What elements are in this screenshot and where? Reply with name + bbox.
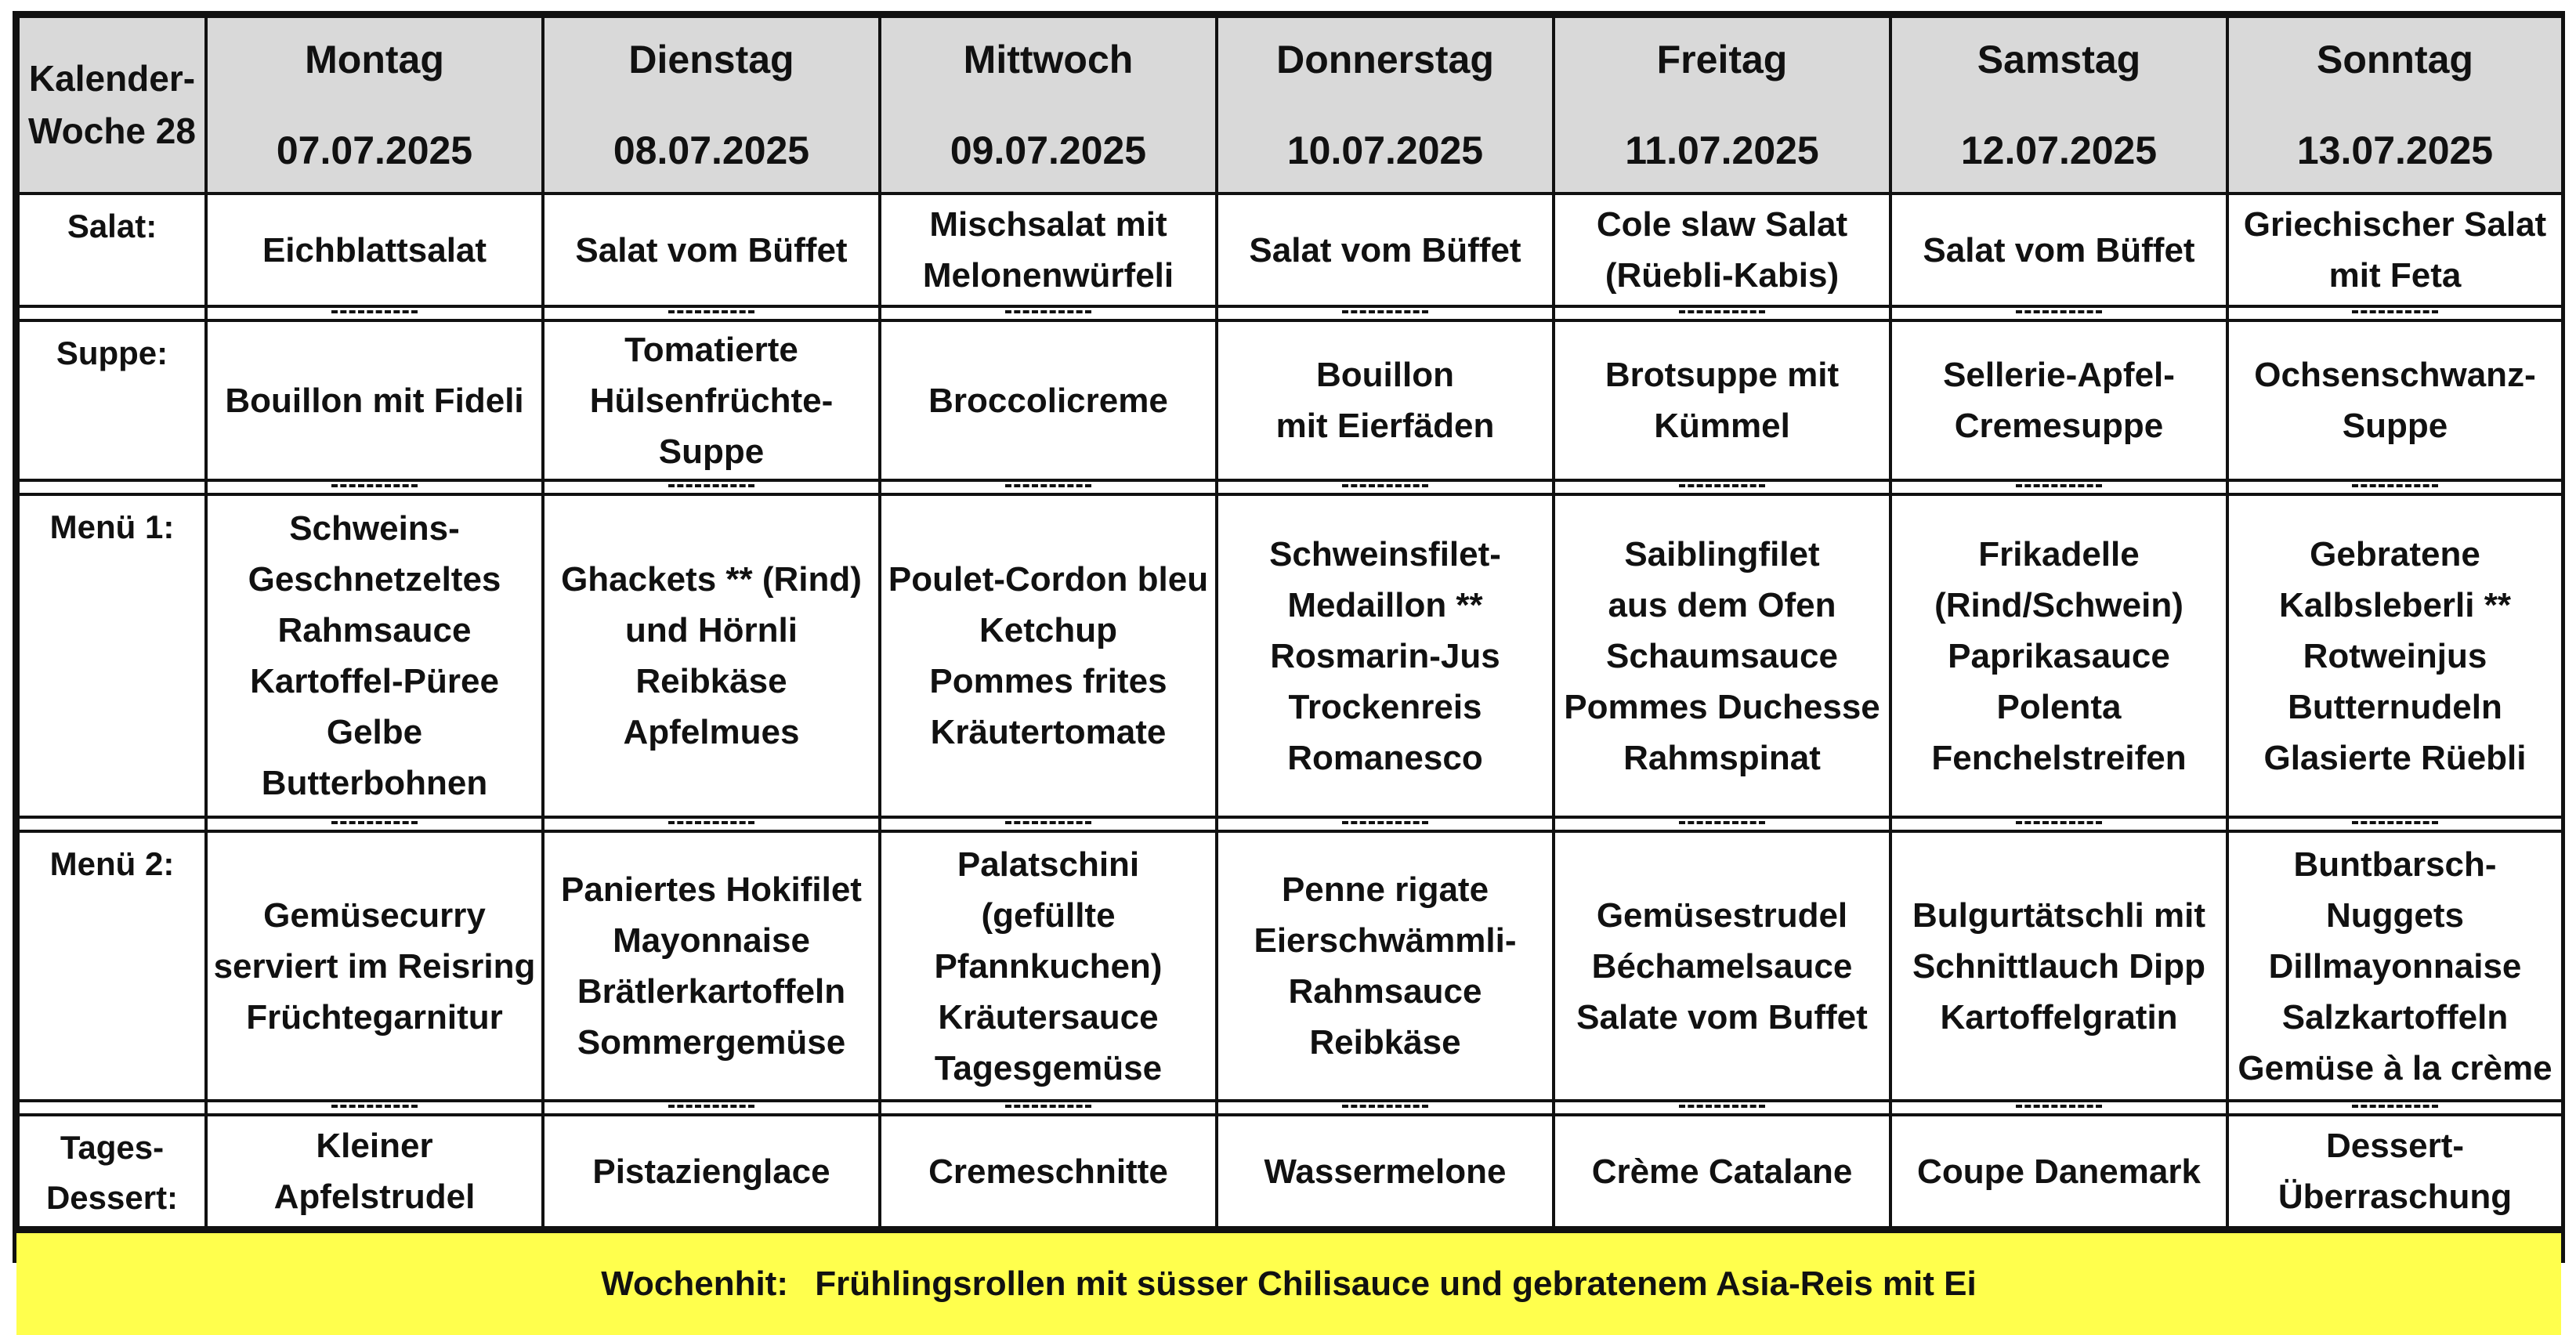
dish-line: Gemüsestrudel <box>1596 895 1848 935</box>
dish-line: Frikadelle <box>1978 534 2140 573</box>
menu-cell <box>543 831 880 1101</box>
dish-line: Fenchelstreifen <box>1931 738 2187 777</box>
row-label-menu2 <box>18 831 206 1101</box>
menu-cell <box>543 494 880 817</box>
dish-line: Cole slaw Salat <box>1596 205 1848 244</box>
dish-line: Butterbohnen <box>261 764 488 802</box>
dish-line: Penne rigate <box>1281 870 1489 909</box>
dish-line: Kalbsleberli ** <box>2279 585 2511 624</box>
separator-dash <box>668 1105 754 1111</box>
dish-line: Kartoffelgratin <box>1940 997 2178 1037</box>
menu-cell <box>1554 320 1890 480</box>
wochenhit-banner <box>16 1229 2561 1335</box>
separator-cell <box>18 480 206 494</box>
dish-line: Buntbarsch- <box>2293 845 2497 884</box>
separator-cell <box>2227 480 2563 494</box>
wochenhit-text: Frühlingsrollen mit süsser Chilisauce und gebratenem Asia-Reis mit Ei <box>815 1264 1977 1303</box>
menu-table <box>16 15 2564 1229</box>
dish-line: Medaillon ** <box>1287 585 1483 624</box>
day-header-wednesday <box>880 16 1217 194</box>
day-header-saturday <box>1890 16 2227 194</box>
menu-body <box>18 194 2563 1228</box>
dish-line: Apfelstrudel <box>273 1178 476 1216</box>
dish-line: Bouillon <box>1316 356 1454 394</box>
row-label-line: Dessert: <box>45 1179 179 1216</box>
dish-line: Romanesco <box>1287 738 1483 777</box>
dish-line: Suppe <box>2342 407 2448 445</box>
dish-line: Saiblingfilet <box>1624 534 1820 573</box>
dish-line: Schaumsauce <box>1606 636 1838 675</box>
separator-dash <box>1679 484 1765 490</box>
separator-dash <box>2016 1105 2102 1111</box>
dish-line: Überraschung <box>2278 1178 2513 1216</box>
menu-row-suppe <box>18 320 2563 480</box>
menu-cell <box>1217 494 1554 817</box>
day-name: Sonntag <box>2317 38 2473 81</box>
separator-cell <box>880 306 1217 320</box>
separator-dash <box>1342 484 1428 490</box>
dish-line: Bouillon mit Fideli <box>225 381 524 420</box>
calendar-week-line: Kalender- <box>28 58 196 99</box>
menu-cell <box>1890 494 2227 817</box>
dish-line: Polenta <box>1996 687 2122 726</box>
dish-line: Ochsenschwanz- <box>2254 356 2536 394</box>
dish-line: Butternudeln <box>2288 687 2502 726</box>
menu-row-menu2 <box>18 831 2563 1101</box>
day-name: Dienstag <box>628 38 794 81</box>
menu-cell <box>880 831 1217 1101</box>
dish-line: Reibkäse <box>635 662 787 700</box>
separator-dash <box>1005 484 1091 490</box>
separator-cell <box>2227 1101 2563 1115</box>
dish-line: Dillmayonnaise <box>2268 946 2522 986</box>
dish-line: Griechischer Salat <box>2243 205 2547 244</box>
dish-line: Wassermelone <box>1264 1152 1507 1191</box>
menu-cell <box>2227 194 2563 306</box>
separator-cell <box>1554 1101 1890 1115</box>
dish-line: Schnittlauch Dipp <box>1912 946 2205 986</box>
separator-dash <box>2352 310 2438 317</box>
dish-line: Gebratene <box>2310 534 2480 573</box>
dish-line: Früchtegarnitur <box>246 997 503 1037</box>
separator-dash <box>331 821 418 827</box>
separator-dash <box>1679 821 1765 827</box>
menu-cell <box>1217 320 1554 480</box>
dish-line: Rahmsauce <box>1288 972 1482 1011</box>
menu-cell <box>2227 1115 2563 1228</box>
dish-line: Broccolicreme <box>928 381 1168 420</box>
menu-cell <box>206 1115 543 1228</box>
dish-line: Gelbe <box>326 713 423 751</box>
separator-dash <box>668 310 754 317</box>
row-separator <box>18 1101 2563 1115</box>
row-separator <box>18 306 2563 320</box>
day-date: 10.07.2025 <box>1286 128 1484 172</box>
day-name: Montag <box>305 38 444 81</box>
menu-cell <box>1217 1115 1554 1228</box>
dish-line: Rahmspinat <box>1623 738 1821 777</box>
dish-line: Kleiner <box>316 1127 433 1165</box>
separator-dash <box>1005 821 1091 827</box>
dish-line: Salzkartoffeln <box>2281 997 2509 1037</box>
menu-cell <box>1554 494 1890 817</box>
menu-cell <box>1217 831 1554 1101</box>
header-row <box>18 16 2563 194</box>
dish-line: Kräutertomate <box>930 713 1167 751</box>
separator-dash <box>1342 1105 1428 1111</box>
dish-line: Poulet-Cordon bleu <box>888 560 1209 599</box>
separator-cell <box>206 1101 543 1115</box>
menu-cell <box>543 194 880 306</box>
dish-line: Trockenreis <box>1288 687 1482 726</box>
menu-cell <box>1554 194 1890 306</box>
dish-line: Paprikasauce <box>1948 636 2170 675</box>
menu-row-salat <box>18 194 2563 306</box>
menu-cell <box>880 1115 1217 1228</box>
menu-cell <box>1554 831 1890 1101</box>
day-header-monday <box>206 16 543 194</box>
dish-line: Kümmel <box>1654 407 1790 445</box>
separator-cell <box>206 480 543 494</box>
row-label-line: Salat: <box>67 208 157 244</box>
row-separator <box>18 480 2563 494</box>
separator-dash <box>1679 310 1765 317</box>
separator-dash <box>2016 310 2102 317</box>
dish-line: serviert im Reisring <box>213 946 536 986</box>
menu-cell <box>2227 320 2563 480</box>
menu-cell <box>206 494 543 817</box>
dish-line: Suppe <box>658 432 765 471</box>
weekly-menu-sheet <box>13 11 2565 1303</box>
row-label-menu1 <box>18 494 206 817</box>
row-label-suppe <box>18 320 206 480</box>
dish-line: Kartoffel-Püree <box>250 662 499 700</box>
dish-line: mit Eierfäden <box>1275 407 1495 445</box>
dish-line: Bulgurtätschli mit <box>1912 895 2206 935</box>
menu-cell <box>2227 831 2563 1101</box>
separator-cell <box>880 1101 1217 1115</box>
dish-line: Tomatierte <box>624 330 798 369</box>
menu-cell <box>1217 194 1554 306</box>
dish-line: und Hörnli <box>625 611 798 649</box>
dish-line: Salat vom Büffet <box>575 230 848 270</box>
dish-line: (gefüllte <box>981 895 1116 935</box>
separator-dash <box>1342 821 1428 827</box>
dish-line: Ghackets ** (Rind) <box>561 560 862 599</box>
dish-line: Pistazienglace <box>592 1152 830 1191</box>
dish-line: Cremesuppe <box>1954 407 2164 445</box>
day-date: 09.07.2025 <box>950 128 1147 172</box>
separator-dash <box>2352 484 2438 490</box>
dish-line: Pommes frites <box>929 662 1167 700</box>
separator-cell <box>1890 817 2227 831</box>
separator-cell <box>206 306 543 320</box>
dish-line: Ketchup <box>979 611 1117 649</box>
day-date: 07.07.2025 <box>276 128 473 172</box>
dish-line: Palatschini <box>957 845 1140 884</box>
separator-cell <box>1217 817 1554 831</box>
dish-line: Brätlerkartoffeln <box>577 972 846 1011</box>
menu-cell <box>880 194 1217 306</box>
day-name: Freitag <box>1656 38 1788 81</box>
dish-line: aus dem Ofen <box>1608 585 1836 624</box>
separator-cell <box>1217 306 1554 320</box>
row-label-dessert <box>18 1115 206 1228</box>
dish-line: Eichblattsalat <box>262 230 487 270</box>
separator-cell <box>543 1101 880 1115</box>
day-date: 13.07.2025 <box>2296 128 2494 172</box>
dish-line: Brotsuppe mit <box>1605 356 1840 394</box>
day-name: Donnerstag <box>1276 38 1494 81</box>
separator-dash <box>1005 1105 1091 1111</box>
separator-dash <box>1679 1105 1765 1111</box>
separator-cell <box>2227 817 2563 831</box>
separator-cell <box>543 306 880 320</box>
separator-cell <box>206 817 543 831</box>
dish-line: Béchamelsauce <box>1591 946 1853 986</box>
separator-dash <box>2352 821 2438 827</box>
separator-cell <box>1554 480 1890 494</box>
dish-line: Schweinsfilet- <box>1269 534 1501 573</box>
day-date: 12.07.2025 <box>1960 128 2158 172</box>
day-date: 08.07.2025 <box>613 128 810 172</box>
menu-cell <box>1890 1115 2227 1228</box>
menu-cell <box>206 320 543 480</box>
separator-cell <box>18 1101 206 1115</box>
menu-cell <box>543 320 880 480</box>
separator-dash <box>668 821 754 827</box>
separator-cell <box>880 817 1217 831</box>
menu-cell <box>880 494 1217 817</box>
calendar-week-header <box>18 16 206 194</box>
day-name: Samstag <box>1977 38 2141 81</box>
dish-line: (Rüebli-Kabis) <box>1605 256 1840 295</box>
menu-cell <box>2227 494 2563 817</box>
dish-line: Gemüsecurry <box>263 895 486 935</box>
dish-line: Salat vom Büffet <box>1249 230 1521 270</box>
dish-line: Coupe Danemark <box>1917 1152 2201 1191</box>
dish-line: Sellerie-Apfel- <box>1943 356 2175 394</box>
dish-line: Gemüse à la crème <box>2238 1048 2552 1087</box>
separator-cell <box>2227 306 2563 320</box>
row-label-line: Suppe: <box>56 335 168 371</box>
dish-line: Apfelmues <box>623 713 800 751</box>
separator-cell <box>1890 306 2227 320</box>
dish-line: Melonenwürfeli <box>922 256 1174 295</box>
separator-cell <box>543 817 880 831</box>
menu-cell <box>1890 194 2227 306</box>
menu-cell <box>880 320 1217 480</box>
row-label-line: Menü 1: <box>49 508 175 545</box>
dish-line: Crème Catalane <box>1591 1152 1853 1191</box>
menu-row-menu1 <box>18 494 2563 817</box>
row-separator <box>18 817 2563 831</box>
dish-line: Rahmsauce <box>277 611 472 649</box>
separator-cell <box>1554 817 1890 831</box>
dish-line: Pommes Duchesse <box>1564 687 1880 726</box>
row-label-line: Tages- <box>60 1129 165 1166</box>
dish-line: Dessert- <box>2325 1127 2465 1165</box>
separator-cell <box>1217 1101 1554 1115</box>
dish-line: Paniertes Hokifilet <box>561 870 862 909</box>
separator-dash <box>2016 821 2102 827</box>
dish-line: Nuggets <box>2326 895 2464 935</box>
menu-cell <box>1890 320 2227 480</box>
separator-cell <box>1890 1101 2227 1115</box>
dish-line: Salate vom Buffet <box>1576 997 1868 1037</box>
menu-row-dessert <box>18 1115 2563 1228</box>
dish-line: Geschnetzeltes <box>248 560 501 599</box>
menu-cell <box>1890 831 2227 1101</box>
dish-line: Pfannkuchen) <box>934 946 1163 986</box>
separator-dash <box>331 484 418 490</box>
dish-line: Kräutersauce <box>938 997 1159 1037</box>
row-label-salat <box>18 194 206 306</box>
wochenhit-label: Wochenhit: <box>601 1264 788 1303</box>
dish-line: Mischsalat mit <box>929 205 1167 244</box>
menu-cell <box>1554 1115 1890 1228</box>
dish-line: Mayonnaise <box>613 921 810 960</box>
dish-line: Cremeschnitte <box>928 1152 1168 1191</box>
dish-line: Rotweinjus <box>2303 636 2487 675</box>
dish-line: Sommergemüse <box>577 1023 846 1062</box>
day-header-thursday <box>1217 16 1554 194</box>
separator-dash <box>331 1105 418 1111</box>
dish-line: Eierschwämmli- <box>1254 921 1517 960</box>
separator-dash <box>331 310 418 317</box>
separator-cell <box>1217 480 1554 494</box>
dish-line: (Rind/Schwein) <box>1934 585 2183 624</box>
menu-cell <box>206 194 543 306</box>
separator-cell <box>1554 306 1890 320</box>
separator-dash <box>668 484 754 490</box>
dish-line: Tagesgemüse <box>934 1048 1163 1087</box>
calendar-week-line: 28 <box>155 110 196 151</box>
day-name: Mittwoch <box>963 38 1134 81</box>
menu-cell <box>543 1115 880 1228</box>
dish-line: Reibkäse <box>1309 1023 1461 1062</box>
menu-cell <box>206 831 543 1101</box>
dish-line: Schweins- <box>289 509 460 548</box>
calendar-week-line: Woche <box>28 110 146 151</box>
separator-dash <box>2016 484 2102 490</box>
day-header-tuesday <box>543 16 880 194</box>
separator-cell <box>1890 480 2227 494</box>
separator-cell <box>18 306 206 320</box>
dish-line: Salat vom Büffet <box>1923 230 2195 270</box>
dish-line: Glasierte Rüebli <box>2263 738 2527 777</box>
separator-dash <box>1005 310 1091 317</box>
separator-cell <box>18 817 206 831</box>
separator-dash <box>2352 1105 2438 1111</box>
dish-line: Hülsenfrüchte- <box>589 381 834 420</box>
row-label-line: Menü 2: <box>49 845 175 882</box>
dish-line: Rosmarin-Jus <box>1270 636 1500 675</box>
separator-cell <box>880 480 1217 494</box>
day-header-sunday <box>2227 16 2563 194</box>
dish-line: mit Feta <box>2328 256 2462 295</box>
separator-dash <box>1342 310 1428 317</box>
day-date: 11.07.2025 <box>1625 128 1819 172</box>
separator-cell <box>543 480 880 494</box>
day-header-friday <box>1554 16 1890 194</box>
